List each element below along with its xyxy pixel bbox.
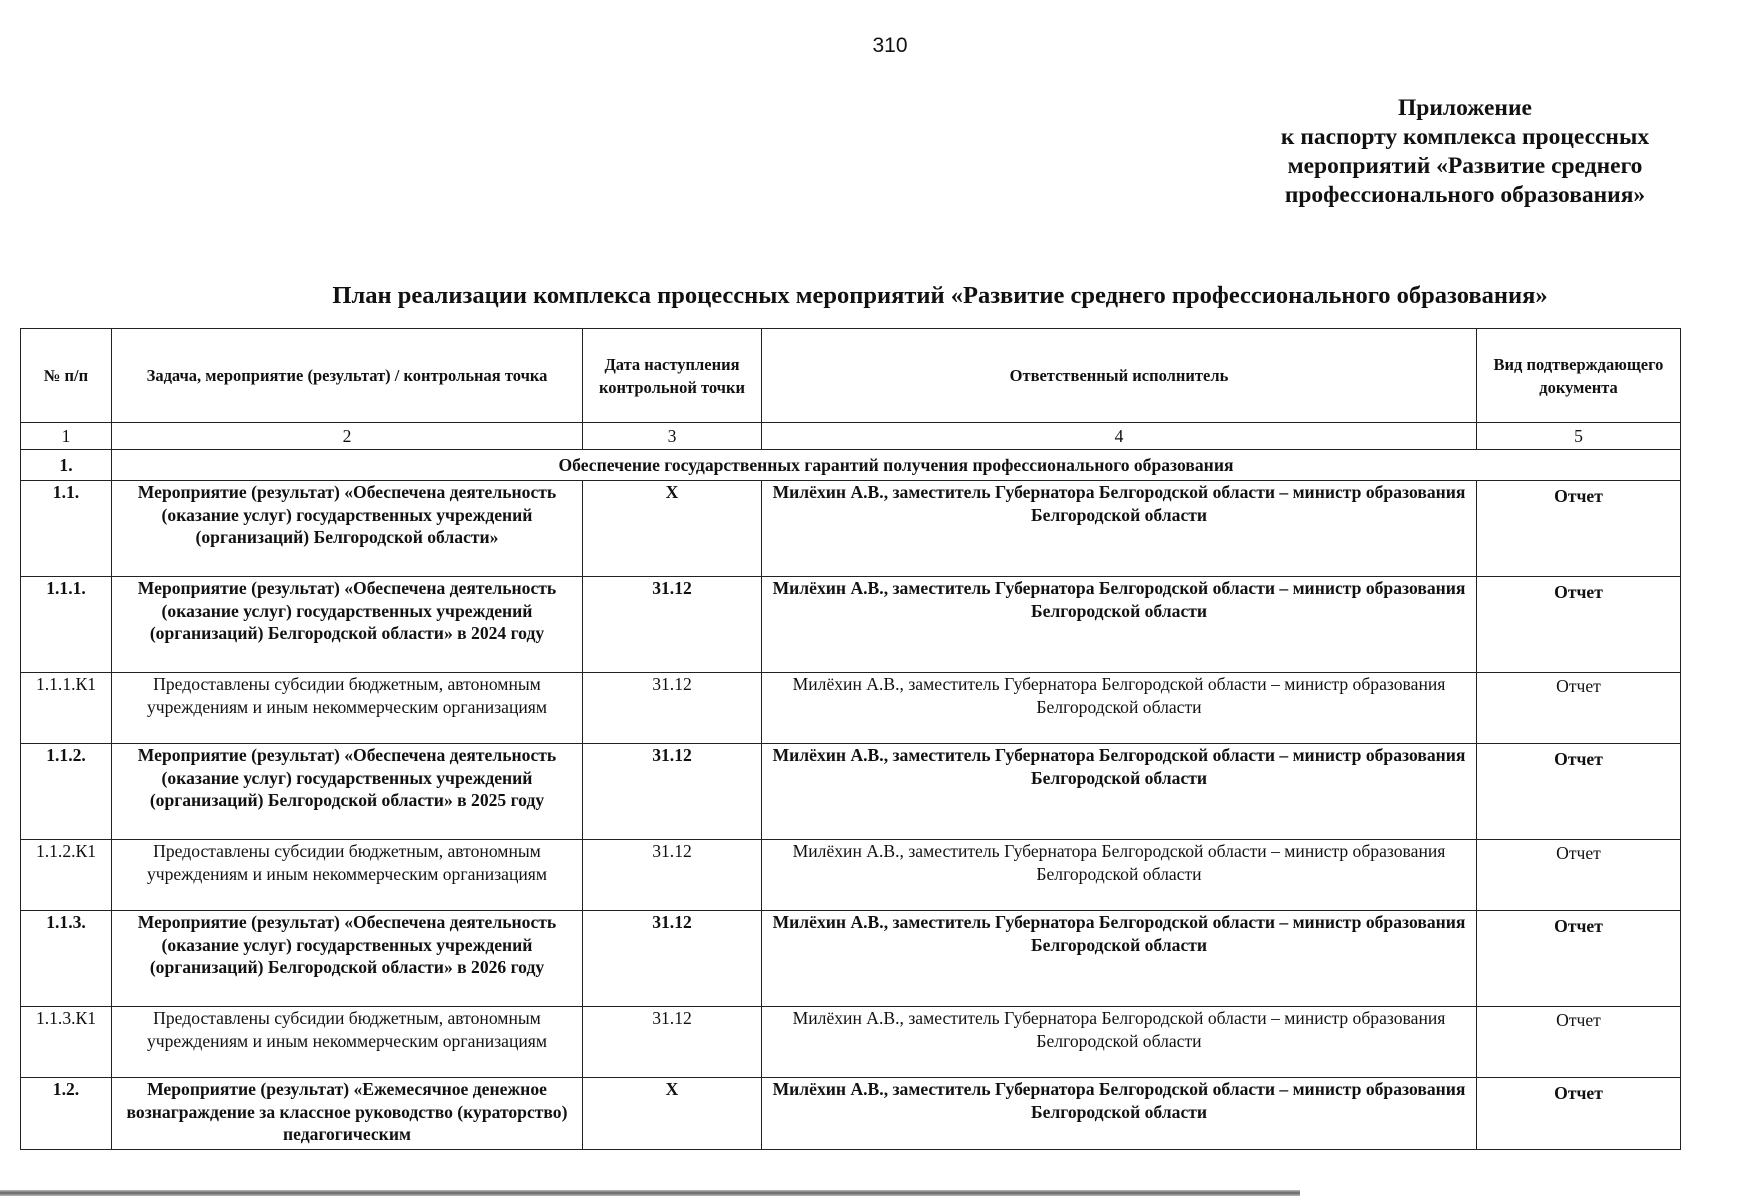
column-numbers-row — [21, 423, 1681, 450]
row-document: Отчет — [1477, 840, 1681, 911]
row-task: Мероприятие (результат) «Обеспечена деятельность (оказание услуг) государственных учреждений (организаций) Белгородской области» — [112, 481, 583, 577]
column-number: 2 — [112, 423, 583, 450]
row-number: 1.1. — [21, 481, 112, 577]
row-executor: Милёхин А.В., заместитель Губернатора Белгородской области – министр образования Белгородской области — [762, 911, 1477, 1007]
plan-table — [20, 328, 1681, 1150]
header-document: Вид подтверждающего документа — [1477, 329, 1681, 423]
table-row — [21, 744, 1681, 840]
row-executor: Милёхин А.В., заместитель Губернатора Белгородской области – министр образования Белгородской области — [762, 1078, 1477, 1150]
row-task: Предоставлены субсидии бюджетным, автономным учреждениям и иным некоммерческим организациям — [112, 1007, 583, 1078]
row-number: 1.1.1. — [21, 577, 112, 673]
row-number: 1.1.3.К1 — [21, 1007, 112, 1078]
table-row — [21, 911, 1681, 1007]
appendix-line: профессионального образования» — [1284, 182, 1646, 208]
row-date: 31.12 — [583, 911, 762, 1007]
column-number: 3 — [583, 423, 762, 450]
scan-edge-divider — [0, 1190, 1300, 1196]
section-number: 1. — [21, 450, 112, 481]
row-date: 31.12 — [583, 577, 762, 673]
row-task: Предоставлены субсидии бюджетным, автономным учреждениям и иным некоммерческим организациям — [112, 840, 583, 911]
table-row — [21, 1078, 1681, 1150]
row-document: Отчет — [1477, 577, 1681, 673]
row-task: Мероприятие (результат) «Обеспечена деятельность (оказание услуг) государственных учреждений (организаций) Белгородской области» в 2024 году — [112, 577, 583, 673]
appendix-line: мероприятий «Развитие среднего — [1287, 153, 1643, 179]
row-date: 31.12 — [583, 840, 762, 911]
row-number: 1.1.2. — [21, 744, 112, 840]
row-executor: Милёхин А.В., заместитель Губернатора Белгородской области – министр образования Белгородской области — [762, 744, 1477, 840]
row-number: 1.1.1.К1 — [21, 673, 112, 744]
row-document: Отчет — [1477, 1078, 1681, 1150]
row-date: X — [583, 481, 762, 577]
appendix-line: к паспорту комплекса процессных — [1280, 124, 1650, 150]
row-task: Мероприятие (результат) «Обеспечена деятельность (оказание услуг) государственных учреждений (организаций) Белгородской области» в 2026 году — [112, 911, 583, 1007]
header-number: № п/п — [21, 329, 112, 423]
row-document: Отчет — [1477, 911, 1681, 1007]
row-executor: Милёхин А.В., заместитель Губернатора Белгородской области – министр образования Белгородской области — [762, 840, 1477, 911]
column-number: 1 — [21, 423, 112, 450]
page-number: 310 — [872, 34, 908, 57]
row-document: Отчет — [1477, 673, 1681, 744]
row-document: Отчет — [1477, 481, 1681, 577]
row-task: Предоставлены субсидии бюджетным, автономным учреждениям и иным некоммерческим организациям — [112, 673, 583, 744]
row-executor: Милёхин А.В., заместитель Губернатора Белгородской области – министр образования Белгородской области — [762, 1007, 1477, 1078]
row-executor: Милёхин А.В., заместитель Губернатора Белгородской области – министр образования Белгородской области — [762, 673, 1477, 744]
row-document: Отчет — [1477, 744, 1681, 840]
row-executor: Милёхин А.В., заместитель Губернатора Белгородской области – министр образования Белгородской области — [762, 481, 1477, 577]
row-number: 1.1.2.К1 — [21, 840, 112, 911]
row-date: 31.12 — [583, 1007, 762, 1078]
table-row — [21, 1007, 1681, 1078]
table-row — [21, 673, 1681, 744]
appendix-line: Приложение — [1398, 95, 1532, 121]
section-row — [21, 450, 1681, 481]
header-executor: Ответственный исполнитель — [762, 329, 1477, 423]
header-task: Задача, мероприятие (результат) / контрольная точка — [112, 329, 583, 423]
row-task: Мероприятие (результат) «Ежемесячное денежное вознаграждение за классное руководство (кураторство) педагогическим — [112, 1078, 583, 1150]
row-date: 31.12 — [583, 673, 762, 744]
row-number: 1.2. — [21, 1078, 112, 1150]
column-number: 5 — [1477, 423, 1681, 450]
row-number: 1.1.3. — [21, 911, 112, 1007]
header-date: Дата наступления контрольной точки — [583, 329, 762, 423]
table-row — [21, 577, 1681, 673]
row-date: 31.12 — [583, 744, 762, 840]
table-row — [21, 481, 1681, 577]
appendix-heading — [1240, 94, 1690, 210]
column-number: 4 — [762, 423, 1477, 450]
row-date: X — [583, 1078, 762, 1150]
table-row — [21, 840, 1681, 911]
row-task: Мероприятие (результат) «Обеспечена деятельность (оказание услуг) государственных учреждений (организаций) Белгородской области» в 2025 году — [112, 744, 583, 840]
row-executor: Милёхин А.В., заместитель Губернатора Белгородской области – министр образования Белгородской области — [762, 577, 1477, 673]
row-document: Отчет — [1477, 1007, 1681, 1078]
header-row — [21, 329, 1681, 423]
plan-title: План реализации комплекса процессных мероприятий «Развитие среднего профессионального образования» — [332, 282, 1548, 309]
section-title: Обеспечение государственных гарантий получения профессионального образования — [112, 450, 1681, 481]
